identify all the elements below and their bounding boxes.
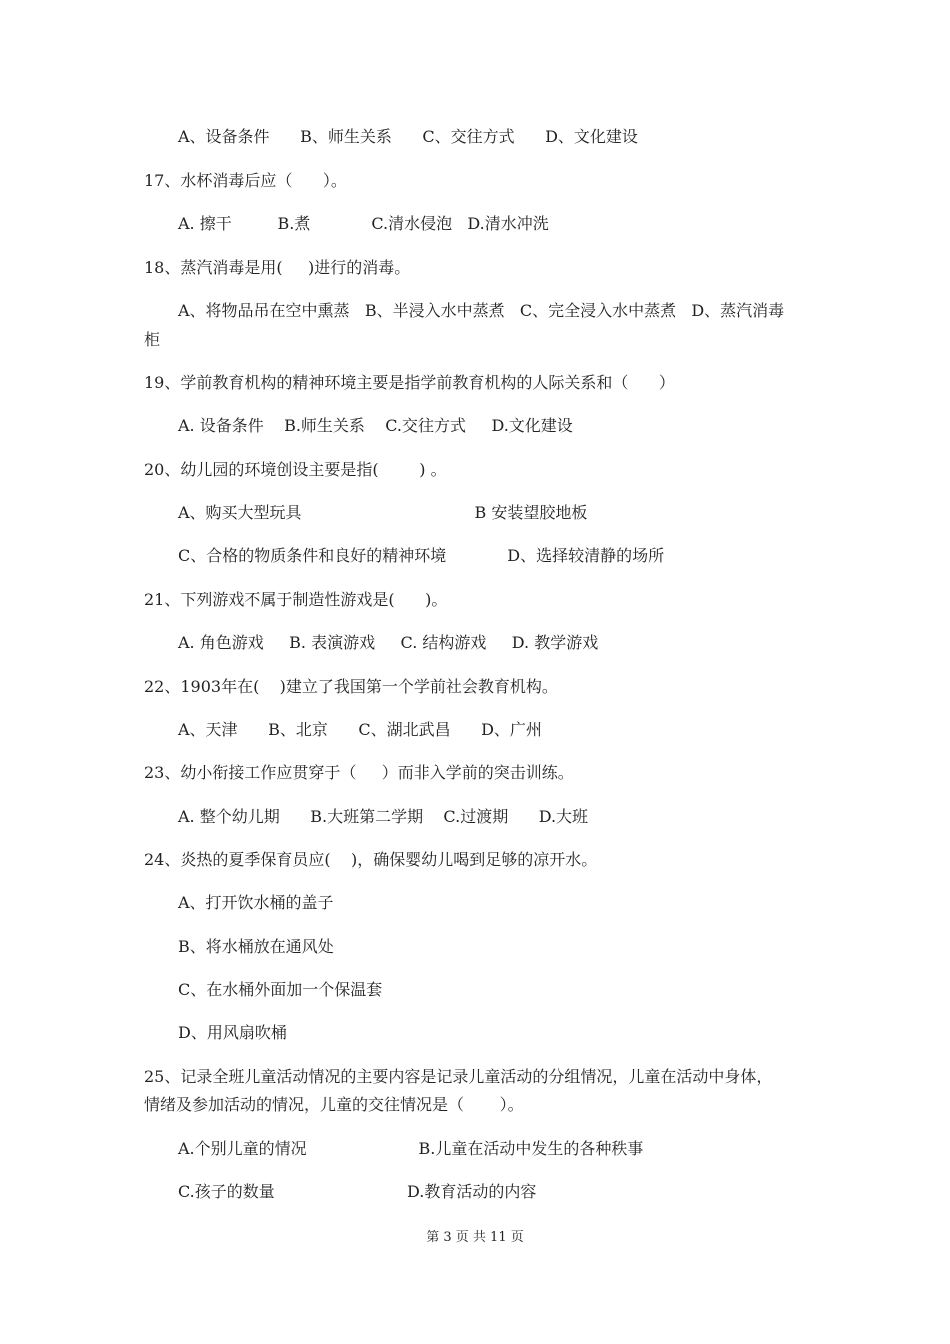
q22-options: A、天津 B、北京 C、湖北武昌 D、广州 <box>178 720 542 739</box>
question-23: 23、幼小衔接工作应贯穿于（ ）而非入学前的突击训练。 <box>144 763 574 782</box>
question-21: 21、下列游戏不属于制造性游戏是( )。 <box>144 590 448 609</box>
q25-options-ab: A.个别儿童的情况 B.儿童在活动中发生的各种秩事 <box>178 1139 644 1158</box>
question-25-cont: 情绪及参加活动的情况，儿童的交往情况是（ ）。 <box>144 1095 524 1114</box>
q23-options: A. 整个幼儿期 B.大班第二学期 C.过渡期 D.大班 <box>178 807 589 826</box>
page-number-footer: 第 3 页 共 11 页 <box>426 1230 524 1245</box>
q17-options: A. 擦干 B.煮 C.清水侵泡 D.清水冲洗 <box>178 214 549 233</box>
q21-options: A. 角色游戏 B. 表演游戏 C. 结构游戏 D. 教学游戏 <box>178 633 599 652</box>
q25-options-cd: C.孩子的数量 D.教育活动的内容 <box>178 1182 537 1201</box>
q24-option-d: D、用风扇吹桶 <box>178 1023 287 1042</box>
question-25: 25、记录全班儿童活动情况的主要内容是记录儿童活动的分组情况，儿童在活动中身体， <box>144 1067 773 1086</box>
question-22: 22、1903年在( )建立了我国第一个学前社会教育机构。 <box>144 677 558 696</box>
q18-options: A、将物品吊在空中熏蒸 B、半浸入水中蒸煮 C、完全浸入水中蒸煮 D、蒸汽消毒 <box>178 301 785 320</box>
q24-option-c: C、在水桶外面加一个保温套 <box>178 980 383 999</box>
question-24: 24、炎热的夏季保育员应( )，确保婴幼儿喝到足够的凉开水。 <box>144 850 598 869</box>
question-20: 20、幼儿园的环境创设主要是指( ) 。 <box>144 460 447 479</box>
q18-options-cont: 柜 <box>144 330 161 349</box>
q20-options-cd: C、合格的物质条件和良好的精神环境 D、选择较清静的场所 <box>178 546 665 565</box>
question-18: 18、蒸汽消毒是用( )进行的消毒。 <box>144 258 411 277</box>
q20-options-ab: A、购买大型玩具 B 安装望胶地板 <box>178 503 588 522</box>
question-17: 17、水杯消毒后应（ ）。 <box>144 171 347 190</box>
q24-option-a: A、打开饮水桶的盖子 <box>178 893 334 912</box>
q16-options: A、设备条件 B、师生关系 C、交往方式 D、文化建设 <box>178 127 638 146</box>
question-19: 19、学前教育机构的精神环境主要是指学前教育机构的人际关系和（ ） <box>144 373 675 392</box>
q19-options: A. 设备条件 B.师生关系 C.交往方式 D.文化建设 <box>178 416 573 435</box>
q24-option-b: B、将水桶放在通风处 <box>178 937 334 956</box>
